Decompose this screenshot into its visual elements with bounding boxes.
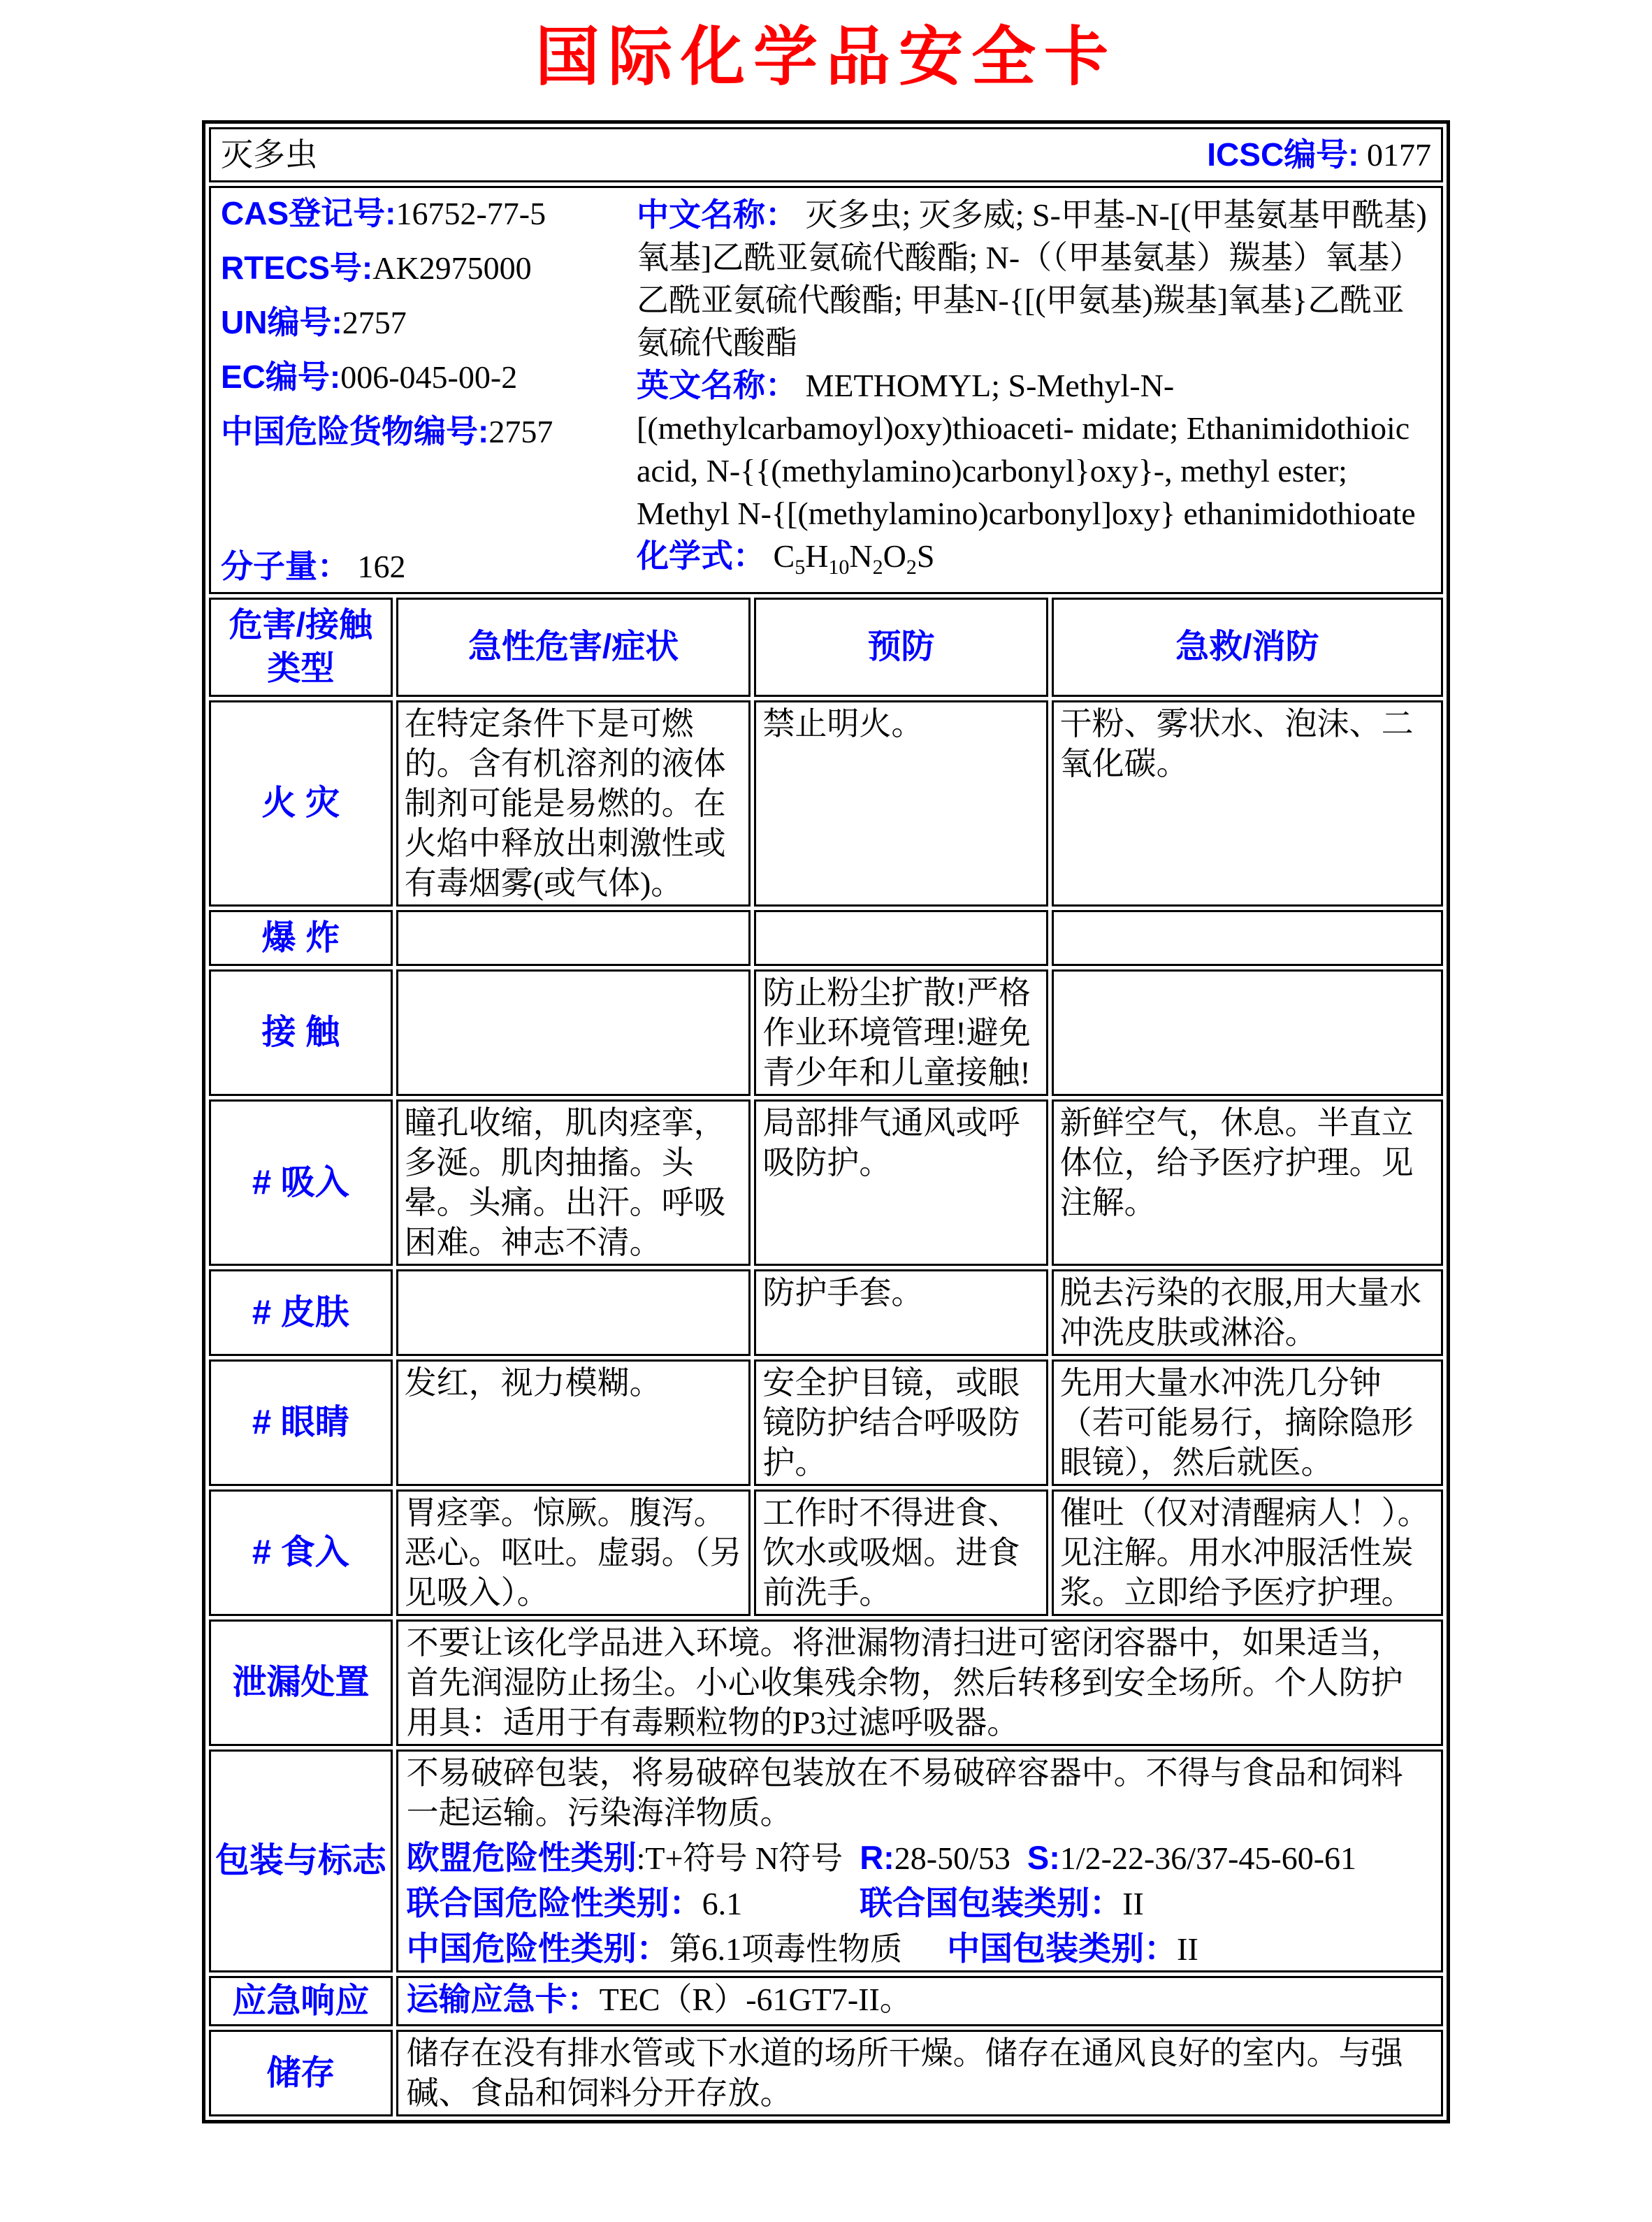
china-pack-label: 中国包装类别： (947, 1930, 1178, 1967)
transport-card-label: 运输应急卡： (406, 1981, 600, 2017)
header-hazard-type: 危害/接触类型 (209, 598, 393, 697)
un-pack-label: 联合国包装类别： (860, 1884, 1123, 1921)
inhalation-firstaid-cell: 新鲜空气，休息。半直立体位，给予医疗护理。见注解。 (1052, 1099, 1443, 1266)
chemical-formula-label: 化学式： (637, 538, 765, 574)
inhalation-row-label: # 吸入 (209, 1099, 393, 1266)
skin-row (209, 1269, 1443, 1356)
registry-numbers-block (221, 194, 637, 586)
explosion-prevention-cell (754, 910, 1048, 966)
storage-text-cell: 储存在没有排水管或下水道的场所干燥。储存在通风良好的室内。与强碱、食品和饲料分开存放。 (396, 2030, 1443, 2116)
explosion-row-label: 爆 炸 (209, 910, 393, 966)
emergency-response-label: 应急响应 (209, 1976, 393, 2026)
s-phrases-label: S: (1027, 1839, 1060, 1876)
cas-number-label: CAS登记号: (221, 195, 396, 231)
rtecs-number-line (221, 248, 637, 288)
ec-number-value: 006-045-00-2 (340, 359, 518, 395)
identifiers-row (209, 186, 1443, 594)
explosion-symptoms-cell (396, 910, 751, 966)
emergency-response-row (209, 1976, 1443, 2026)
packaging-labelling-label: 包装与标志 (209, 1750, 393, 1972)
storage-row (209, 2030, 1443, 2116)
ingestion-firstaid-cell: 催吐（仅对清醒病人！）。见注解。用水冲服活性炭浆。立即给予医疗护理。 (1052, 1489, 1443, 1616)
molecular-weight-value: 162 (357, 549, 406, 584)
inhalation-prevention-cell: 局部排气通风或呼吸防护。 (754, 1099, 1048, 1266)
icsc-number (1207, 135, 1431, 175)
formula-subscript: 2 (906, 556, 917, 579)
fire-row (209, 700, 1443, 907)
explosion-firstaid-cell (1052, 910, 1443, 966)
emergency-response-cell (396, 1976, 1443, 2026)
explosion-row (209, 910, 1443, 966)
molecular-weight-line (221, 547, 637, 586)
skin-row-label: # 皮肤 (209, 1269, 393, 1356)
page-title: 国际化学品安全卡 (535, 22, 1117, 93)
packaging-labelling-row (209, 1750, 1443, 1972)
fire-symptoms-cell: 在特定条件下是可燃的。含有机溶剂的液体制剂可能是易燃的。在火焰中释放出刺激性或有毒烟雾(或气体)。 (396, 700, 751, 907)
chemical-name: 灭多虫 (221, 137, 317, 173)
ec-number-line (221, 357, 637, 397)
fire-firstaid-cell: 干粉、雾状水、泡沫、二氧化碳。 (1052, 700, 1443, 907)
exposure-firstaid-cell (1052, 969, 1443, 1096)
china-dg-number-label: 中国危险货物编号: (221, 413, 489, 449)
r-phrases-value: 28-50/53 (894, 1840, 1010, 1876)
exposure-prevention-cell: 防止粉尘扩散!严格作业环境管理!避免青少年和儿童接触! (754, 969, 1048, 1096)
english-name-value: METHOMYL; S-Methyl-N-[(methylcarbamoyl)oxy)thioaceti- midate; Ethanimidothioic acid, N-{{(methylamino)carbonyl}oxy}-, methyl ester; Methyl N-{[(methylamino)carbonyl]oxy} ethanimidothioate (637, 368, 1416, 531)
formula-subscript: 2 (872, 556, 883, 579)
chinese-name-label: 中文名称： (637, 196, 797, 233)
icsc-card-table (202, 120, 1450, 2123)
eyes-firstaid-cell: 先用大量水冲洗几分钟（若可能易行，摘除隐形眼镜），然后就医。 (1052, 1359, 1443, 1486)
un-pack-value: II (1122, 1886, 1144, 1921)
chemical-formula-paragraph (637, 535, 1431, 577)
un-number-value: 2757 (342, 305, 407, 340)
transport-card-value: TEC（R）-61GT7-II。 (599, 1982, 912, 2017)
chinese-name-value: 灭多虫; 灭多威; S-甲基-N-[(甲基氨基甲酰基)氧基]乙酰亚氨硫代酸酯; N-（（甲基氨基）羰基）氧基）乙酰亚氨硫代酸酯; 甲基N-{[(甲氨基)羰基]氧基}乙酰亚氨硫代酸酯 (637, 197, 1427, 361)
cas-number-value: 16752-77-5 (396, 196, 546, 231)
header-prevention: 预防 (754, 598, 1048, 697)
hazard-header-row (209, 598, 1443, 697)
chemical-names-block (637, 194, 1431, 586)
spill-disposal-label: 泄漏处置 (209, 1619, 393, 1746)
ingestion-prevention-cell: 工作时不得进食、饮水或吸烟。进食前洗手。 (754, 1489, 1048, 1616)
packaging-text: 不易破碎包装，将易破碎包装放在不易破碎容器中。不得与食品和饲料一起运输。污染海洋物质。 (406, 1755, 1403, 1831)
ingestion-row-label: # 食入 (209, 1489, 393, 1616)
skin-firstaid-cell: 脱去污染的衣服,用大量水冲洗皮肤或淋浴。 (1052, 1269, 1443, 1356)
storage-label: 储存 (209, 2030, 393, 2116)
icsc-number-value: 0177 (1367, 137, 1431, 173)
china-class-label: 中国危险性类别： (406, 1930, 669, 1967)
cas-number-line (221, 194, 637, 233)
rtecs-number-value: AK2975000 (372, 250, 532, 286)
spill-disposal-text-cell: 不要让该化学品进入环境。将泄漏物清扫进可密闭容器中，如果适当，首先润湿防止扬尘。小心收集残余物，然后转移到安全场所。个人防护用具：适用于有毒颗粒物的P3过滤呼吸器。 (396, 1619, 1443, 1746)
eu-class-label: 欧盟危险性类别 (406, 1839, 637, 1876)
icsc-number-label: ICSC编号: (1207, 136, 1359, 173)
exposure-row (209, 969, 1443, 1096)
china-class-value: 第6.1项毒性物质 (669, 1931, 903, 1967)
china-classification-line (407, 1928, 1433, 1969)
formula-subscript: 5 (795, 556, 806, 579)
eu-classification-line (407, 1838, 1433, 1878)
identifiers-cell (209, 186, 1443, 594)
english-name-label: 英文名称： (637, 367, 797, 403)
name-header-row (209, 127, 1443, 182)
chemical-formula-value: $C_5H_{10}N_2O_2S$ (773, 538, 935, 579)
name-header-cell (209, 127, 1443, 182)
eyes-row (209, 1359, 1443, 1486)
chinese-name-paragraph (637, 194, 1431, 364)
exposure-symptoms-cell (396, 969, 751, 1096)
china-dg-number-line (221, 412, 637, 452)
un-class-value: 6.1 (702, 1886, 743, 1921)
s-phrases-value: 1/2-22-36/37-45-60-61 (1059, 1840, 1357, 1876)
un-number-line (221, 303, 637, 342)
english-name-paragraph (637, 364, 1431, 535)
fire-row-label: 火 灾 (209, 700, 393, 907)
ingestion-symptoms-cell: 胃痉挛。惊厥。腹泻。恶心。呕吐。虚弱。（另见吸入）。 (396, 1489, 751, 1616)
un-class-label: 联合国危险性类别： (406, 1884, 702, 1921)
ingestion-row (209, 1489, 1443, 1616)
inhalation-row (209, 1099, 1443, 1266)
skin-prevention-cell: 防护手套。 (754, 1269, 1048, 1356)
un-number-label: UN编号: (221, 304, 342, 340)
un-classification-line (407, 1883, 1433, 1924)
formula-subscript: 10 (828, 556, 850, 579)
eu-class-value: :T+符号 N符号 (636, 1840, 843, 1876)
r-phrases-label: R: (860, 1839, 894, 1876)
china-dg-number-value: 2757 (488, 414, 553, 449)
header-firstaid-firefighting: 急救/消防 (1052, 598, 1443, 697)
rtecs-number-label: RTECS号: (221, 250, 373, 286)
packaging-labelling-cell (396, 1750, 1443, 1972)
eyes-prevention-cell: 安全护目镜，或眼镜防护结合呼吸防护。 (754, 1359, 1048, 1486)
exposure-row-label: 接 触 (209, 969, 393, 1096)
fire-prevention-cell: 禁止明火。 (754, 700, 1048, 907)
china-pack-value: II (1177, 1931, 1198, 1967)
eyes-row-label: # 眼睛 (209, 1359, 393, 1486)
ec-number-label: EC编号: (221, 359, 341, 395)
spill-disposal-row (209, 1619, 1443, 1746)
header-acute-hazards: 急性危害/症状 (396, 598, 751, 697)
molecular-weight-label: 分子量： (221, 548, 349, 584)
eyes-symptoms-cell: 发红，视力模糊。 (396, 1359, 751, 1486)
skin-symptoms-cell (396, 1269, 751, 1356)
inhalation-symptoms-cell: 瞳孔收缩，肌肉痉挛，多涎。肌肉抽搐。头晕。头痛。出汗。呼吸困难。神志不清。 (396, 1099, 751, 1266)
